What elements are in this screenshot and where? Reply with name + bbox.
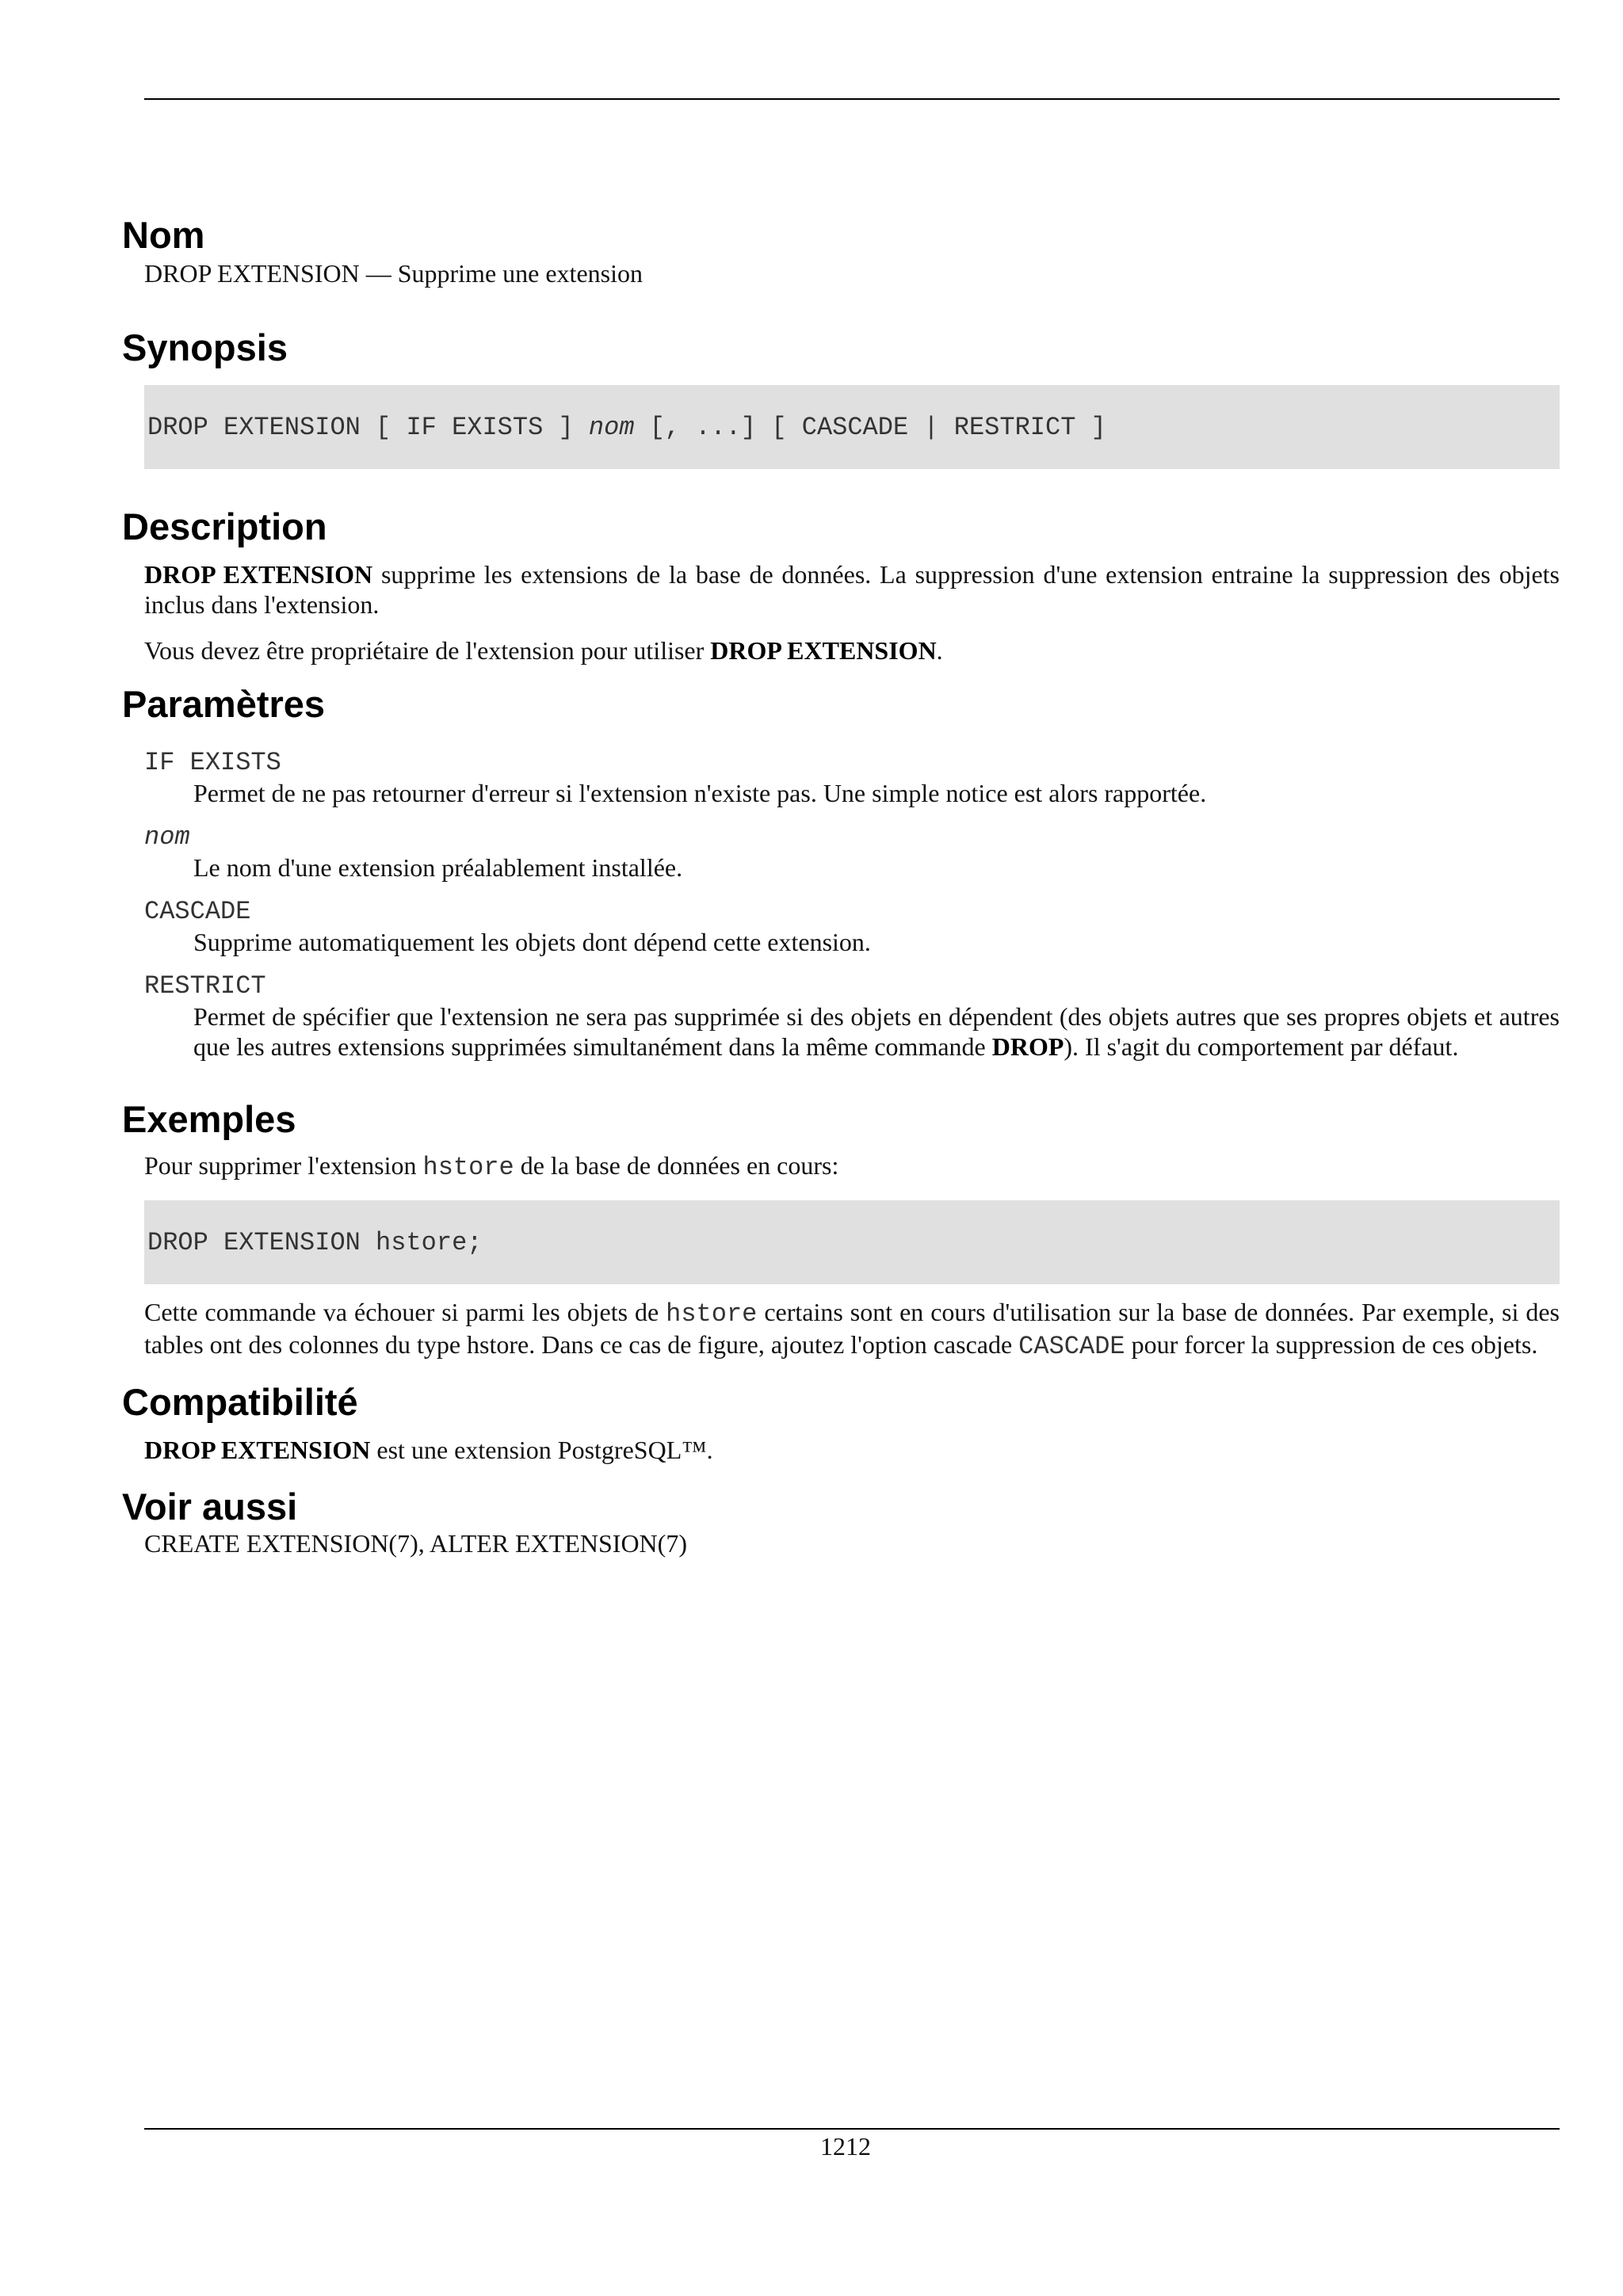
heading-exemples: Exemples bbox=[122, 1098, 296, 1141]
description-paragraph-2 bbox=[144, 635, 1560, 666]
synopsis-code-param: nom bbox=[588, 412, 635, 442]
parametres-list bbox=[144, 748, 1560, 1062]
heading-compatibilite: Compatibilité bbox=[122, 1381, 358, 1424]
nom-paragraph: DROP EXTENSION — Supprime une extension bbox=[144, 259, 643, 288]
heading-description: Description bbox=[122, 505, 327, 548]
exemples-intro bbox=[144, 1150, 1560, 1183]
voir-aussi-body bbox=[144, 1528, 1560, 1558]
exemples-after-code2: CASCADE bbox=[1018, 1332, 1125, 1362]
exemples-after-mid: certains sont en cours d'utilisation sur la base de données. Par exemple, si des tables ont des colonnes du type hstore. Dans ce cas de figure, ajoutez l'option cascade bbox=[144, 1298, 1560, 1360]
synopsis-code-post: [, ...] [ CASCADE | RESTRICT ] bbox=[634, 412, 1106, 442]
exemples-after bbox=[144, 1297, 1560, 1362]
param-def-cascade: Supprime automatiquement les objets dont dépend cette extension. bbox=[193, 928, 871, 957]
exemples-intro-pre: Pour supprimer l'extension bbox=[144, 1151, 423, 1180]
param-term-cascade: CASCADE bbox=[144, 897, 251, 927]
voir-aussi-paragraph: CREATE EXTENSION(7), ALTER EXTENSION(7) bbox=[144, 1529, 687, 1558]
exemples-after-pre: Cette commande va échouer si parmi les objets de bbox=[144, 1298, 666, 1327]
param-def-restrict-bold: DROP bbox=[991, 1032, 1064, 1062]
param-def-restrict-post: ). Il s'agit du comportement par défaut. bbox=[1064, 1032, 1459, 1062]
exemples-after-post: pour forcer la suppression de ces objets. bbox=[1125, 1330, 1538, 1360]
page-number: 1212 bbox=[820, 2132, 871, 2161]
heading-parametres: Paramètres bbox=[122, 683, 326, 726]
description-paragraph-1 bbox=[144, 559, 1560, 620]
param-term-nom: nom bbox=[144, 822, 190, 852]
synopsis-code-block bbox=[144, 385, 1560, 469]
param-def-if-exists: Permet de ne pas retourner d'erreur si l'extension n'existe pas. Une simple notice est alors rapportée. bbox=[193, 779, 1207, 808]
exemples-intro-paragraph bbox=[144, 1150, 1560, 1183]
description-p2-post: . bbox=[936, 636, 943, 666]
exemples-code-block bbox=[144, 1200, 1560, 1284]
exemples-after-code: hstore bbox=[666, 1299, 758, 1329]
compatibilite-paragraph bbox=[144, 1435, 1560, 1465]
heading-voir-aussi: Voir aussi bbox=[122, 1486, 298, 1528]
exemples-code: DROP EXTENSION hstore; bbox=[147, 1227, 483, 1257]
synopsis-code-pre: DROP EXTENSION [ IF EXISTS ] bbox=[147, 412, 589, 442]
compatibilite-bold: DROP EXTENSION bbox=[144, 1436, 371, 1465]
header-rule bbox=[144, 98, 1560, 100]
exemples-intro-code: hstore bbox=[422, 1153, 514, 1183]
compatibilite-body bbox=[144, 1435, 1560, 1465]
description-p2-pre: Vous devez être propriétaire de l'extension pour utiliser bbox=[144, 636, 711, 666]
description-p1-bold: DROP EXTENSION bbox=[144, 560, 373, 589]
param-def-nom: Le nom d'une extension préalablement installée. bbox=[193, 853, 683, 883]
param-def-restrict bbox=[193, 1001, 1560, 1062]
description-p1-rest: supprime les extensions de la base de données. La suppression d'une extension entraine la suppression des objets inclus dans l'extension. bbox=[144, 560, 1560, 620]
param-term-restrict: RESTRICT bbox=[144, 971, 266, 1001]
heading-synopsis: Synopsis bbox=[122, 326, 288, 369]
param-term-if-exists: IF EXISTS bbox=[144, 748, 281, 778]
nom-text bbox=[144, 258, 1560, 288]
description-p2-bold: DROP EXTENSION bbox=[710, 636, 937, 666]
heading-nom: Nom bbox=[122, 214, 205, 256]
page-content bbox=[122, 214, 1560, 1558]
footer-rule bbox=[144, 2128, 1560, 2130]
description-body bbox=[144, 559, 1560, 666]
exemples-after-paragraph bbox=[144, 1297, 1560, 1362]
exemples-intro-post: de la base de données en cours: bbox=[514, 1151, 839, 1180]
param-def-restrict-pre: Permet de spécifier que l'extension ne sera pas supprimée si des objets en dépendent (des objets autres que ses propres objets et autres que les autres extensions supprimées simultanément dans la même commande bbox=[193, 1002, 1560, 1062]
compatibilite-rest: est une extension PostgreSQL™. bbox=[370, 1436, 713, 1465]
